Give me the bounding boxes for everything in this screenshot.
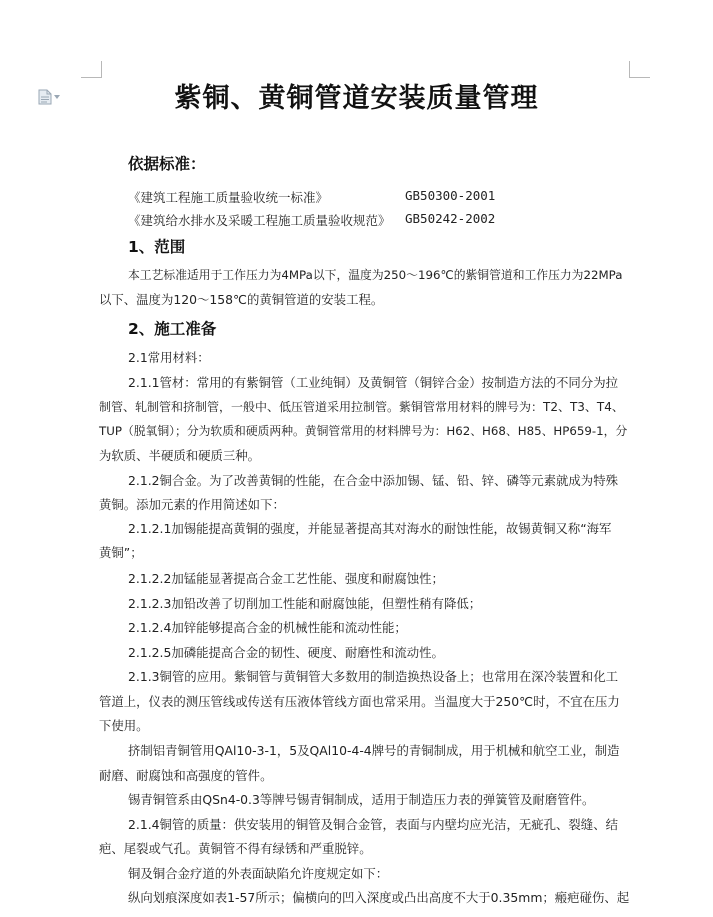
standard-name: 《建筑工程施工质量验收统一标准》 xyxy=(128,190,329,205)
paragraph-line: 本工艺标准适用于工作压力为4MPa以下，温度为250～196℃的紫铜管道和工作压力为22MPa xyxy=(128,268,623,282)
paragraph-line: 挤制铝青铜管用QAl10-3-1，5及QAl10-4-4牌号的青铜制成，用于机械和航空工业，制造 xyxy=(128,743,620,758)
paragraph-line: 2.1.2.1加锡能提高黄铜的强度，并能显著提高其对海水的耐蚀性能，故锡黄铜又称“海军 xyxy=(128,521,612,536)
paragraph-line: 下使用。 xyxy=(99,718,149,733)
paragraph-line: 2.1.2.2加锰能显著提高合金工艺性能、强度和耐腐蚀性； xyxy=(128,571,444,586)
paragraph-line: 黄铜。添加元素的作用简述如下： xyxy=(99,497,285,512)
paragraph-line: 2.1.2.4加锌能够提高合金的机械性能和流动性能； xyxy=(128,620,407,635)
paragraph-line: 制管、轧制管和挤制管，一般中、低压管道采用拉制管。紫铜管常用材料的牌号为：T2、T3、T4、 xyxy=(99,400,624,414)
basis-heading: 依据标准： xyxy=(128,155,206,173)
standard-name: 《建筑给水排水及采暖工程施工质量验收规范》 xyxy=(128,213,391,228)
paragraph-line: 黄铜”； xyxy=(99,545,143,560)
paragraph-line: 疤、尾裂或气孔。黄铜管不得有绿锈和严重脱锌。 xyxy=(99,841,372,856)
standard-code: GB50242-2002 xyxy=(405,211,496,226)
paragraph-line: 纵向划痕深度如表1-57所示；偏横向的凹入深度或凸出高度不大于0.35mm；瘢疤碰伤、起 xyxy=(128,890,630,905)
paragraph-line: 为软质、半硬质和硬质三种。 xyxy=(99,448,261,463)
paragraph-line: 2.1.2.3加铅改善了切削加工性能和耐腐蚀能，但塑性稍有降低； xyxy=(128,596,482,611)
section-heading: 2、施工准备 xyxy=(128,320,217,338)
paragraph-line: 锡青铜管系由QSn4-0.3等牌号锡青铜制成，适用于制造压力表的弹簧管及耐磨管件。 xyxy=(128,792,595,807)
paragraph-line: 铜及铜合金疗道的外表面缺陷允许度规定如下： xyxy=(128,866,389,881)
paragraph-line: 耐磨、耐腐蚀和高强度的管件。 xyxy=(99,768,273,783)
paragraph-line: 2.1.3铜管的应用。紫铜管与黄铜管大多数用的制造换热设备上；也常用在深冷装置和化工 xyxy=(128,669,618,684)
paragraph-line: 管道上，仪表的测压管线或传送有压液体管线方面也常采用。当温度大于250℃时，不宜在压力 xyxy=(99,694,620,709)
paragraph-line: 2.1.1管材：常用的有紫铜管（工业纯铜）及黄铜管（铜锌合金）按制造方法的不同分为拉 xyxy=(128,375,618,390)
paragraph-line: 2.1.4铜管的质量：供安装用的铜管及铜合金管，表面与内壁均应光洁，无疵孔、裂缝、结 xyxy=(128,817,618,832)
paragraph-line: 以下、温度为120～158℃的黄铜管道的安装工程。 xyxy=(99,292,384,307)
paragraph-line: 2.1.2.5加磷能提高合金的韧性、硬度、耐磨性和流动性。 xyxy=(128,645,444,660)
document-title: 紫铜、黄铜管道安装质量管理 xyxy=(174,83,539,114)
section-heading: 1、范围 xyxy=(128,238,186,256)
paragraph-line: 2.1.2铜合金。为了改善黄铜的性能，在合金中添加锡、锰、铅、锌、磷等元素就成为特殊 xyxy=(128,473,618,488)
standard-code: GB50300-2001 xyxy=(405,188,496,203)
paragraph-line: TUP（脱氧铜）；分为软质和硬质两种。黄铜管常用的材料牌号为：H62、H68、H85、HP659-1，分 xyxy=(99,424,628,438)
paragraph-line: 2.1常用材料： xyxy=(128,350,210,365)
